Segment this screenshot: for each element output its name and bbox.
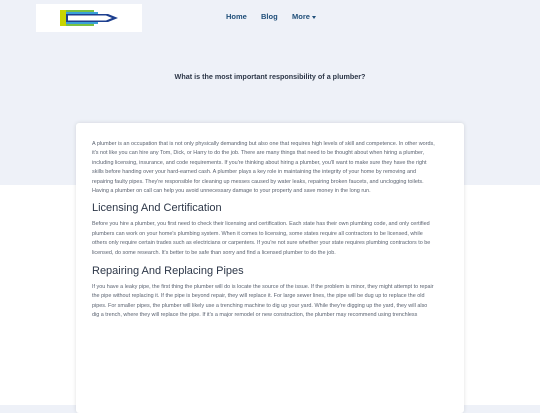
licensing-paragraph: Before you hire a plumber, you first need to check their licensing and certification. Each state has their own plumbing code, and only certified plumbers can work on your home's plumbing system. When it comes to licensing, some states require all contractors to be licensed, while others only require certain trades such as electricians or carpenters. If you're not sure whether your state requires plumbing contractors to be licensed, do some research. It's better to be safe than sorry and find a licensed plumber to do the job. <box>92 221 431 256</box>
nav-more-dropdown[interactable] <box>292 12 316 21</box>
nav-home-link[interactable]: Home <box>226 12 247 21</box>
intro-paragraph: A plumber is an occupation that is not only physically demanding but also one that requires high levels of skill and competence. In other words, it's not like you can hire any Tom, Dick, or Harry to do the job. There are many things that need to be thought about when hiring a plumber, including licensing, insurance, and code requirements. If you're thinking about hiring a plumber, you'll want to make sure they have the right skills before handing over your hard-earned cash. A plumber plays a key role in maintaining the integrity of your home by removing and repairing faulty pipes. They're responsible for cleaning up messes caused by water leaks, repairing broken faucets, and unclogging toilets. Having a plumber on call can help you avoid unnecessary damage to your property and save money in the long run. <box>92 141 435 195</box>
site-logo[interactable] <box>36 4 142 32</box>
nav-blog-link[interactable]: Blog <box>261 12 278 21</box>
section-heading-licensing: Licensing And Certification <box>92 202 222 215</box>
logo-icon <box>36 4 142 32</box>
site-header <box>0 0 540 38</box>
chevron-down-icon <box>312 16 316 19</box>
nav-more-label: More <box>292 12 310 21</box>
repairing-paragraph: If you have a leaky pipe, the first thing the plumber will do is locate the source of the issue. If the problem is minor, they might attempt to repair the pipe without replacing it. If the pipe is beyond repair, they will replace it. For large sewer lines, the pipe will be dug up to replace the old pipes. For smaller pipes, the plumber will likely use a trenching machine to dig up your yard. While they're digging up the yard, they will also dig a trench, where they will replace the pipe. If it's a major remodel or new construction, the plumber may recommend using trenchless <box>92 284 434 319</box>
section-heading-repairing: Repairing And Replacing Pipes <box>92 265 244 278</box>
article-body <box>92 140 436 321</box>
page-title: What is the most important responsibility of a plumber? <box>174 72 366 81</box>
article-card <box>76 123 464 413</box>
